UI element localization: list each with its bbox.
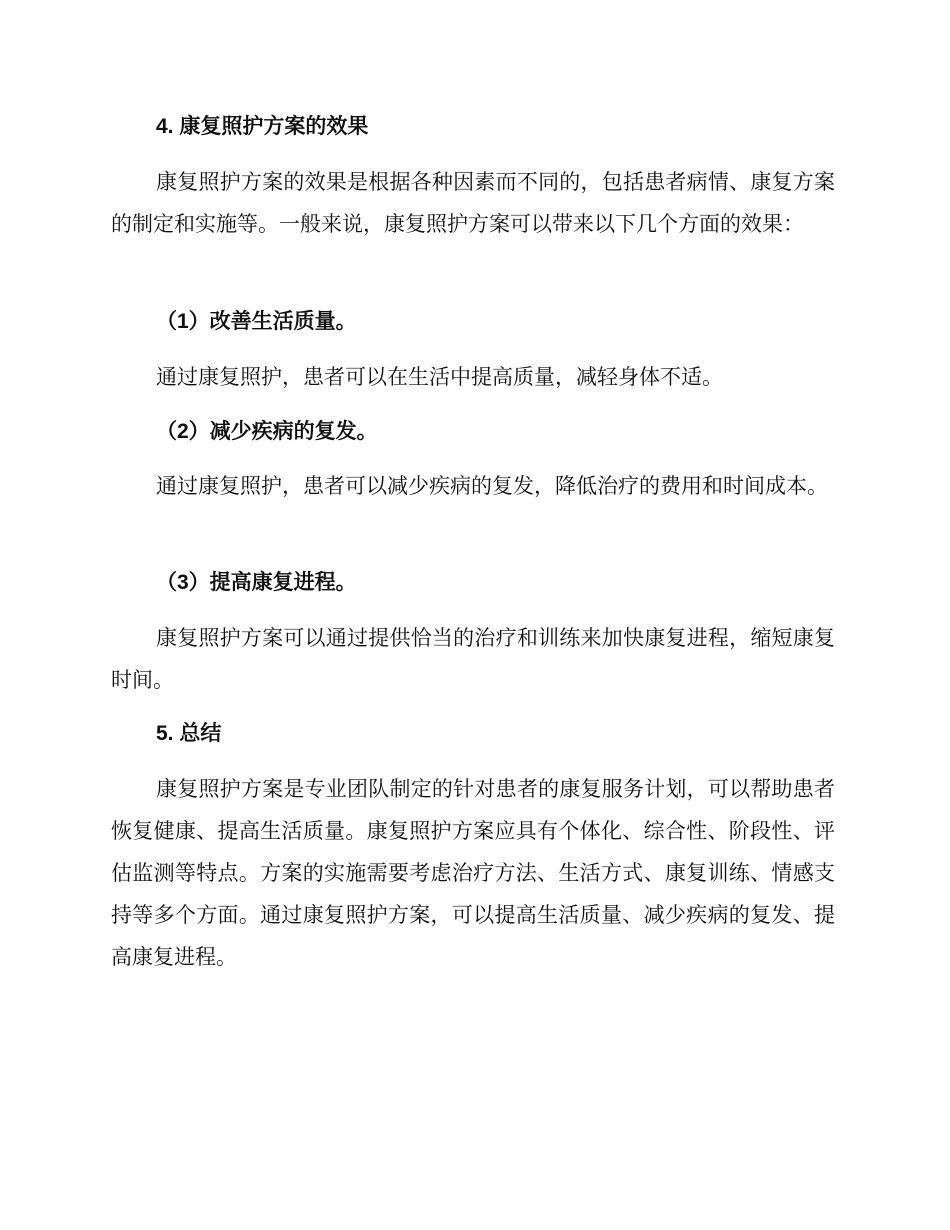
item-2-paragraph: 通过康复照护，患者可以减少疾病的复发，降低治疗的费用和时间成本。 (156, 474, 828, 498)
item-3-heading: （3）提高康复进程。 (156, 571, 357, 594)
section-4-heading: 4. 康复照护方案的效果 (156, 115, 369, 138)
section-5-paragraph: 康复照护方案是专业团队制定的针对患者的康复服务计划，可以帮助患者恢复健康、提高生活质量。康复照护方案应具有个体化、综合性、阶段性、评估监测等特点。方案的实施需要考虑治疗方法、生活方式、康复训练、情感支持等多个方面。通过康复照护方案，可以提高生活质量、减少疾病的复发、提高康复进程。 (111, 777, 835, 969)
item-1-paragraph: 通过康复照护，患者可以在生活中提高质量，减轻身体不适。 (156, 365, 723, 389)
item-2-heading: （2）减少疾病的复发。 (156, 420, 378, 443)
section-4-intro-paragraph: 康复照护方案的效果是根据各种因素而不同的，包括患者病情、康复方案的制定和实施等。一般来说，康复照护方案可以带来以下几个方面的效果： (111, 170, 835, 236)
item-3-paragraph: 康复照护方案可以通过提供恰当的治疗和训练来加快康复进程，缩短康复时间。 (111, 626, 835, 692)
item-1-heading: （1）改善生活质量。 (156, 310, 357, 333)
section-5-heading: 5. 总结 (156, 722, 222, 745)
